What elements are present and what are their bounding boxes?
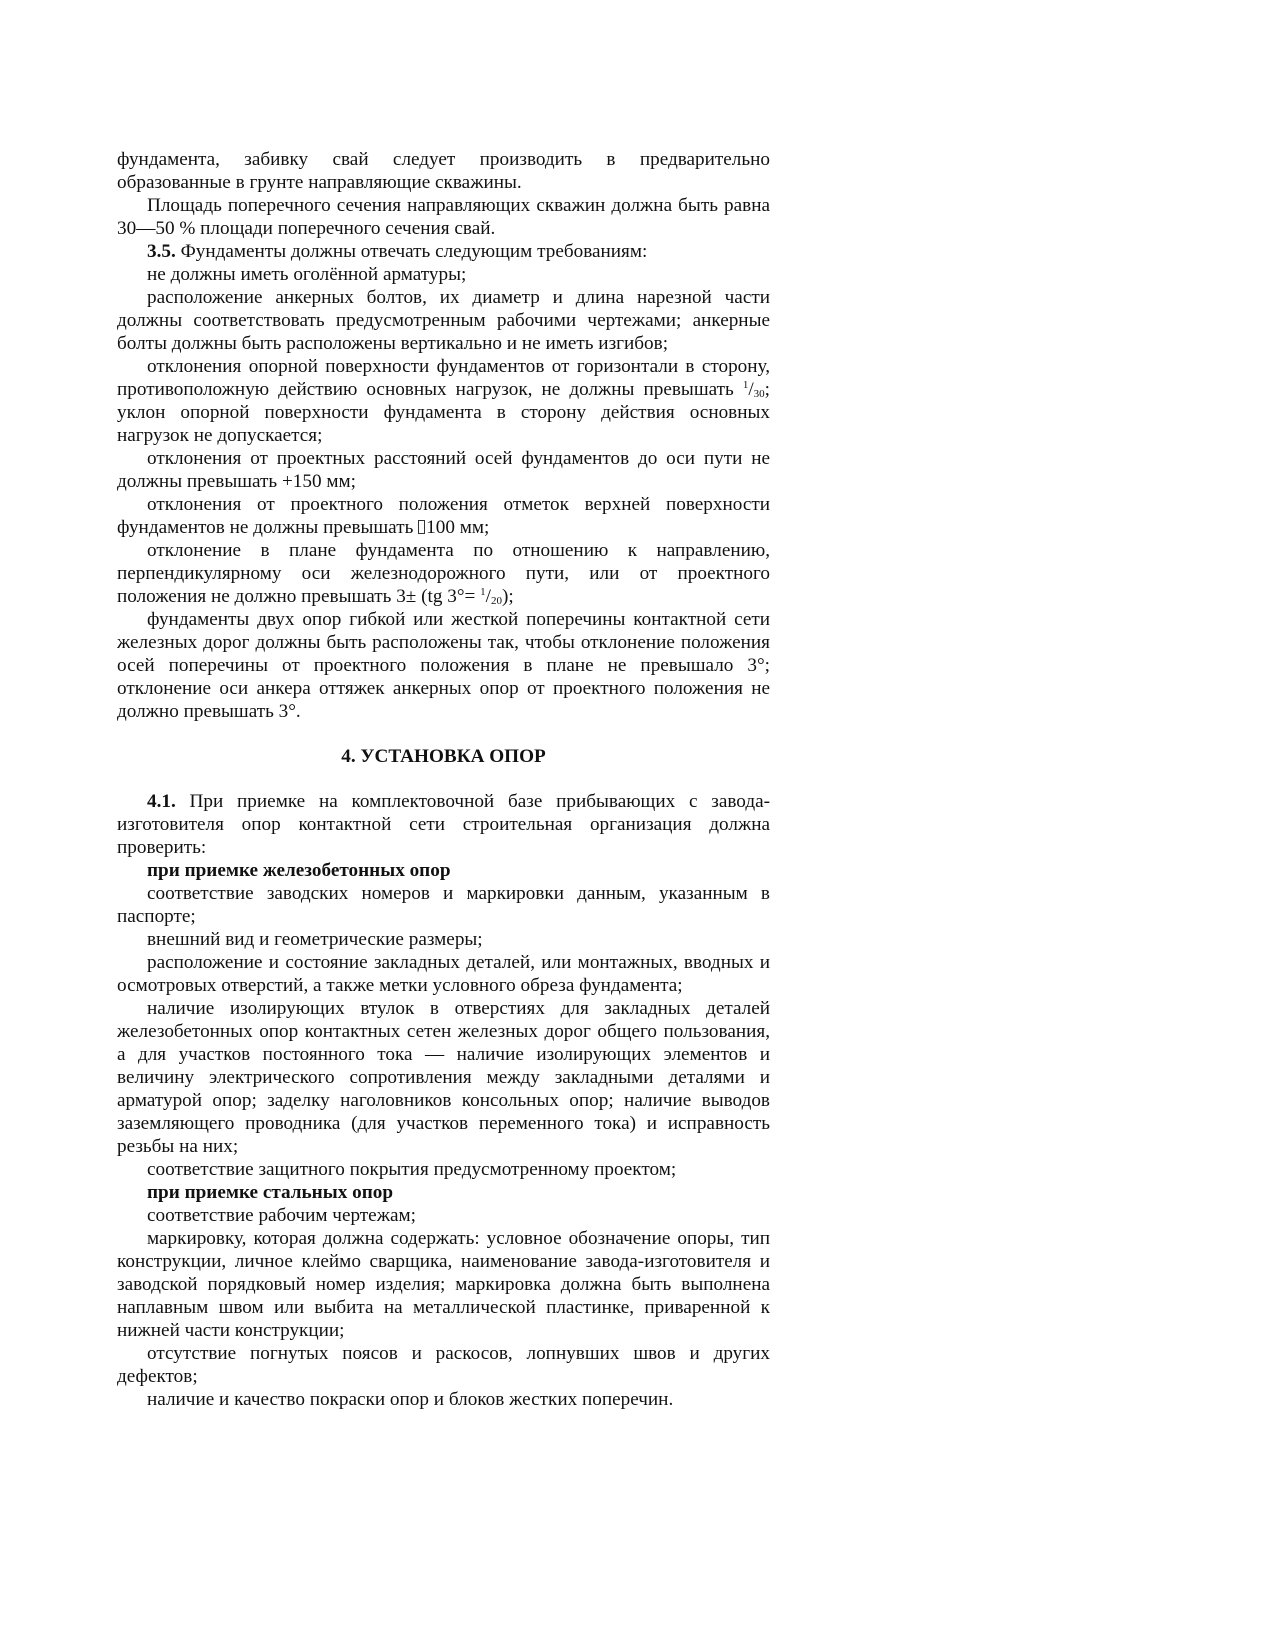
clause-3-5 <box>117 240 770 263</box>
list-item: наличие изолирующих втулок в отверстиях для закладных деталей железобетонных опор контактных сетен железных дорог общего пользования, а для участков постоянного тока — наличие изолирующих элементов и величину электрического сопротивления между закладными деталями и арматурой опор; заделку наголовников консольных опор; наличие выводов заземляющего проводника (для участков переменного тока) и исправность резьбы на них; <box>117 998 770 1157</box>
fraction-denominator: 30 <box>753 388 765 400</box>
requirement-text: отклонение в плане фундамента по отношению к направлению, перпендикулярному оси железнодорожного пути, или от проектного положения не должно превышать 3± (tg 3°= <box>117 540 770 607</box>
clause-number: 3.5. <box>147 241 176 262</box>
fraction-numerator: 1 <box>480 586 486 598</box>
requirement-text: ; уклон опорной поверхности фундамента в сторону действия основных нагрузок не допускается; <box>117 379 770 446</box>
list-item: расположение и состояние закладных деталей, или монтажных, вводных и осмотровых отверстий, а также метки условного обреза фундамента; <box>117 952 770 996</box>
requirement-text: отклонения опорной поверхности фундаментов от горизонтали в сторону, противоположную действию основных нагрузок, не должны превышать <box>117 356 770 400</box>
list-item: соответствие защитного покрытия предусмотренному проектом; <box>147 1159 677 1180</box>
paragraph-hole-area: Площадь поперечного сечения направляющих скважин должна быть равна 30—50 % площади поперечного сечения свай. <box>117 195 770 239</box>
document-page <box>117 148 770 1411</box>
list-item: отсутствие погнутых поясов и раскосов, лопнувших швов и других дефектов; <box>117 1343 770 1387</box>
list-item: наличие и качество покраски опор и блоков жестких поперечин. <box>147 1389 674 1410</box>
subheading-steel: при приемке стальных опор <box>147 1182 394 1203</box>
clause-text: Фундаменты должны отвечать следующим требованиям: <box>175 241 648 262</box>
requirement-text: отклонения от проектного положения отметок верхней поверхности фундаментов не должны превышать <box>117 494 770 538</box>
requirement-item: отклонения опорной поверхности фундаментов от горизонтали в сторону, противоположную действию основных нагрузок, не должны превышать $^1$/30; уклон опорной поверхности фундамента в сторону действия основных нагрузок не допускается; <box>117 356 770 446</box>
subheading-concrete: при приемке железобетонных опор <box>147 860 451 881</box>
requirement-item <box>117 493 770 539</box>
list-item: соответствие рабочим чертежам; <box>147 1205 416 1226</box>
missing-glyph-icon <box>418 520 425 534</box>
fraction-numerator: 1 <box>742 379 749 391</box>
requirement-value: 100 мм; <box>426 517 490 538</box>
list-item: внешний вид и геометрические размеры; <box>147 929 483 950</box>
requirement-item: фундаменты двух опор гибкой или жесткой поперечины контактной сети железных дорог должны быть расположены так, чтобы отклонение положения осей поперечины от проектного положения в плане не превышало 3°; отклонение оси анкера оттяжек анкерных опор от проектного положения не должно превышать 3°. <box>117 609 770 722</box>
list-item: соответствие заводских номеров и маркировки данным, указанным в паспорте; <box>117 883 770 927</box>
requirement-item: не должны иметь оголённой арматуры; <box>147 264 467 285</box>
paragraph-foundation-piles: фундамента, забивку свай следует производить в предварительно образованные в грунте направляющие скважины. <box>117 149 770 193</box>
requirement-text: ); <box>501 586 514 607</box>
requirement-item: расположение анкерных болтов, их диаметр и длина нарезной части должны соответствовать предусмотренным рабочими чертежами; анкерные болты должны быть расположены вертикально и не иметь изгибов; <box>117 287 770 354</box>
clause-4-1 <box>117 790 770 859</box>
fraction-denominator: 20 <box>490 595 502 607</box>
requirement-item: отклонения от проектных расстояний осей фундаментов до оси пути не должны превышать +150 мм; <box>117 448 770 492</box>
list-item: маркировку, которая должна содержать: условное обозначение опоры, тип конструкции, личное клеймо сварщика, наименование завода-изготовителя и заводской порядковый номер изделия; маркировка должна быть выполнена наплавным швом или выбита на металлической пластинке, приваренной к нижней части конструкции; <box>117 1228 770 1341</box>
requirement-item: отклонение в плане фундамента по отношению к направлению, перпендикулярному оси железнодорожного пути, или от проектного положения не должно превышать 3± (tg 3°= $^1$/20); <box>117 540 770 607</box>
section-heading: 4. УСТАНОВКА ОПОР <box>341 746 546 767</box>
clause-number: 4.1. <box>147 791 176 812</box>
clause-text: При приемке на комплектовочной базе прибывающих с завода-изготовителя опор контактной сети строительная организация должна проверить: <box>117 791 770 858</box>
